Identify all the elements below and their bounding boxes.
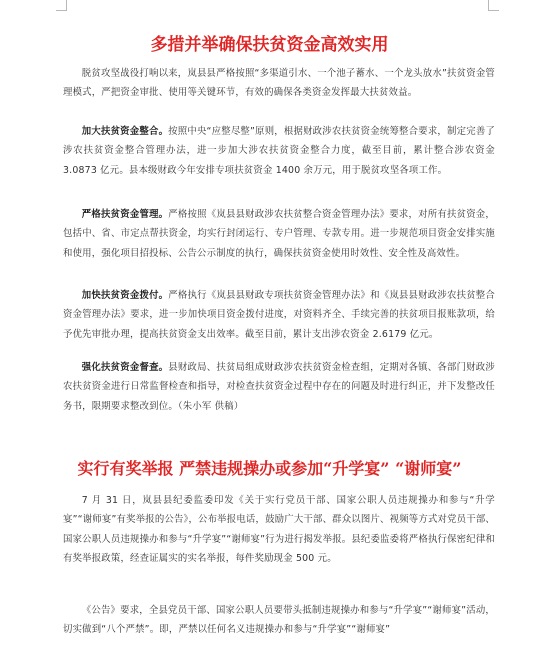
section-paragraph xyxy=(63,205,495,263)
article-paragraph: 7 月 31 日，岚县县纪委监委印发《关于实行党员干部、国家公职人员违规操办和参与“升学宴”“谢师宴”有奖举报的公告》，公布举报电话，鼓励广大干部、群众以图片、视频等方式对党员干部、国家公职人员违规操办和参与“升学宴”“谢师宴”行为进行揭发举报。县纪委监委将严格执行保密纪律和有奖举报政策，经查证属实的实名举报，每件奖励现金 500 元。 xyxy=(63,495,495,565)
page-corner-mark-right xyxy=(488,0,499,11)
section-paragraph xyxy=(63,122,495,180)
article-title: 实行有奖举报 严禁违规操办或参加“升学宴” “谢师宴” xyxy=(77,459,462,478)
section-heading: 强化扶贫资金督查。 xyxy=(81,362,169,373)
article-title: 多措并举确保扶贫资金高效实用 xyxy=(150,35,389,55)
section-heading: 加快扶贫资金拨付。 xyxy=(81,290,169,301)
article-intro-paragraph: 脱贫攻坚战役打响以来，岚县县严格按照“多渠道引水、一个池子蓄水、一个龙头放水”扶贫资金管理模式，严把资金审批、使用等关键环节，有效的确保各类资金发挥最大扶贫效益。 xyxy=(63,68,495,99)
section-paragraph xyxy=(63,358,495,416)
section-heading: 严格扶贫资金管理。 xyxy=(81,209,169,220)
article-paragraph: 《公告》要求，全县党员干部、国家公职人员要带头抵制违规操办和参与“升学宴”“谢师宴”活动，切实做到“八个严禁”。即，严禁以任何名义违规操办和参与“升学宴”“谢师宴” xyxy=(63,605,495,636)
section-text: 严格按照《岚县县财政涉农扶贫整合资金管理办法》要求，对所有扶贫资金，包括中、省、市定点帮扶资金，均实行封闭运行、专户管理、专款专用。进一步规范项目资金安排实施和使用，强化项目招投标、公告公示制度的执行，确保扶贫资金使用时效性、安全性及高效性。 xyxy=(63,209,495,259)
section-paragraph xyxy=(63,286,495,344)
section-text: 县财政局、扶贫局组成财政涉农扶贫资金检查组，定期对各镇、各部门财政涉农扶贫资金进行日常监督检查和指导，对检查扶贫资金过程中存在的问题及时进行纠正，并下发整改任务书，限期要求整改到位。（朱小军 供稿） xyxy=(63,362,495,412)
section-text: 按照中央“应整尽整”原则，根据财政涉农扶贫资金统筹整合要求，制定完善了涉农扶贫资金整合管理办法，进一步加大涉农扶贫资金整合力度，截至目前，累计整合涉农资金 3.0873 亿元。县本级财政今年安排专项扶贫资金 1400 余万元，用于脱贫攻坚各项工作。 xyxy=(63,126,495,176)
section-text: 严格执行《岚县县财政专项扶贫资金管理办法》和《岚县县财政涉农扶贫整合资金管理办法》要求，进一步加快项目资金拨付进度，对资料齐全、手续完善的扶贫项目报账款项，给予优先审批办理，提高扶贫资金支出效率。截至目前，累计支出涉农资金 2.6179 亿元。 xyxy=(63,290,495,340)
page-corner-mark-left xyxy=(56,0,67,11)
section-heading: 加大扶贫资金整合。 xyxy=(81,126,169,137)
